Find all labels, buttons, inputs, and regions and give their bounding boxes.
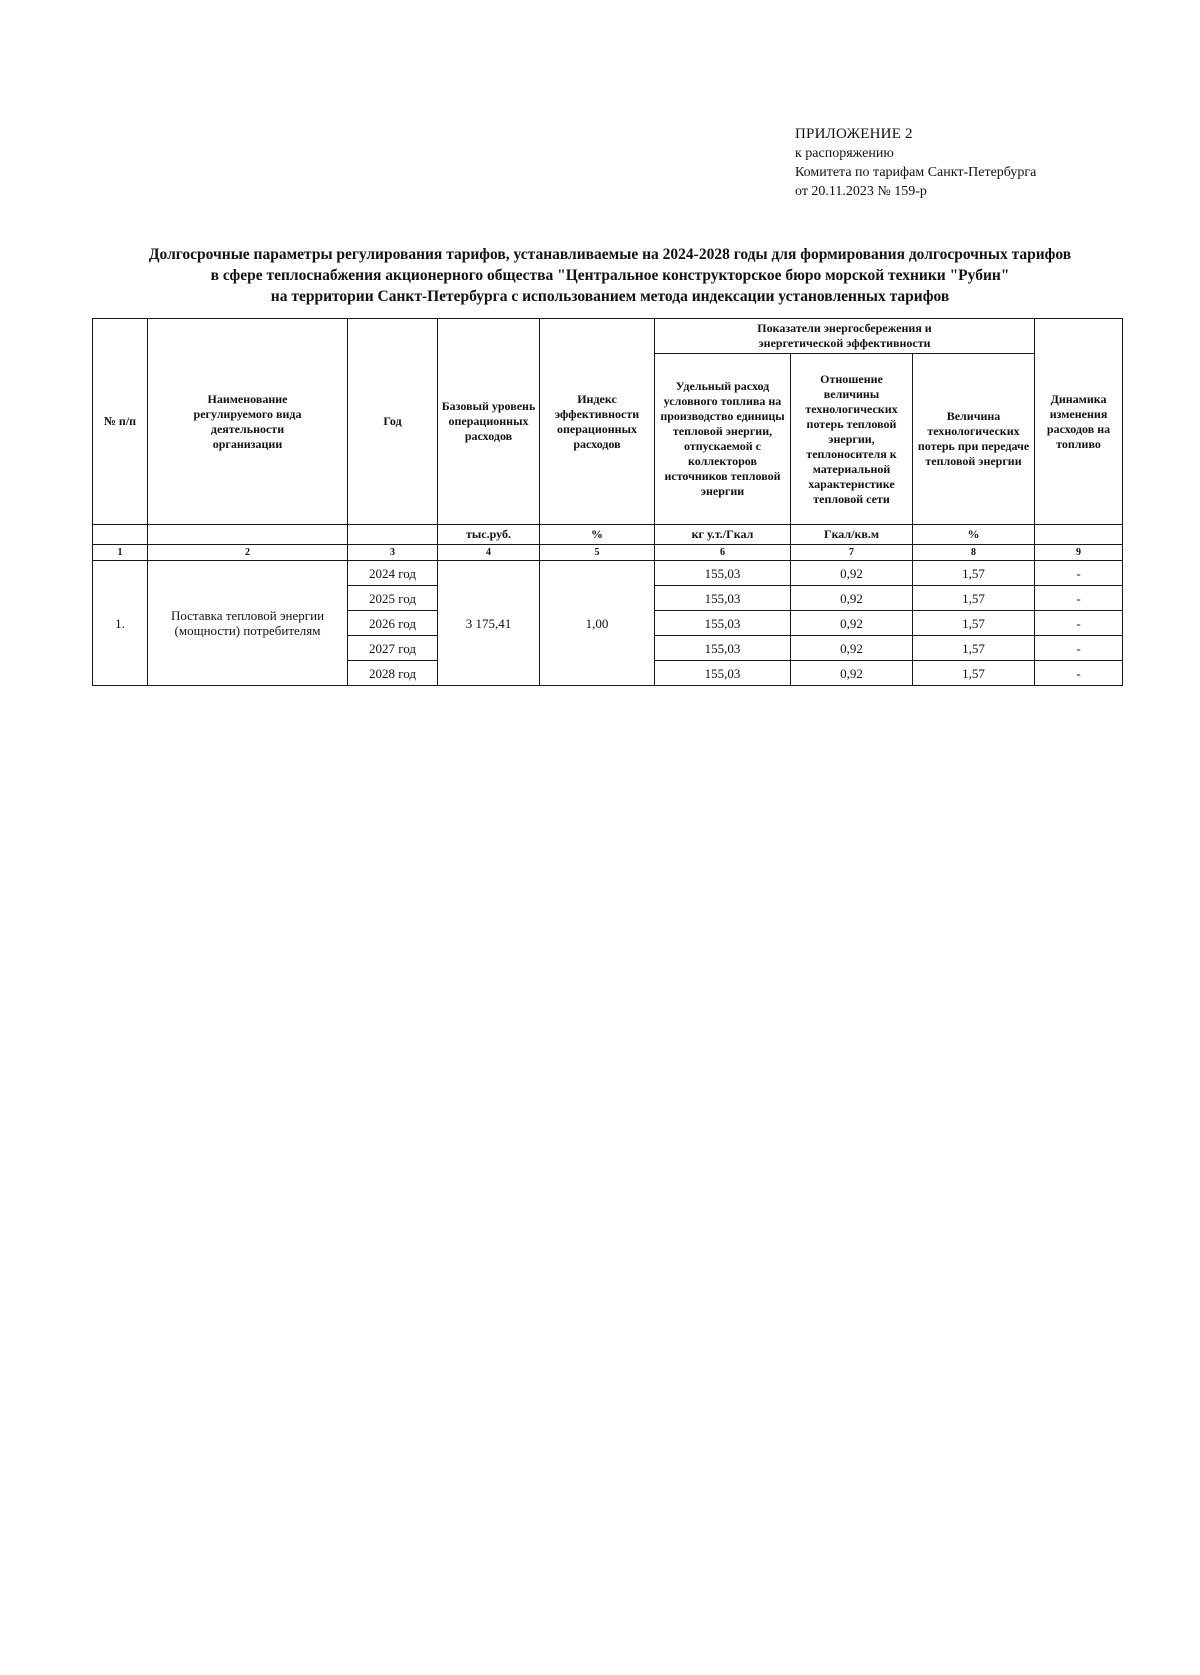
unit-loss-value: % [913, 525, 1035, 545]
document-title-line-1: Долгосрочные параметры регулирования тарифов, устанавливаемые на 2024-2028 годы для формирования долгосрочных тарифов [148, 246, 1072, 263]
column-number: 5 [540, 545, 655, 561]
header-activity: Наименование регулируемого вида деятельности организации [148, 319, 348, 525]
column-number: 2 [148, 545, 348, 561]
appendix-block [795, 125, 1036, 201]
row-year: 2027 год [348, 636, 438, 661]
row-specific-fuel: 155,03 [655, 661, 791, 686]
row-fuel-dynamics: - [1035, 636, 1123, 661]
row-specific-fuel: 155,03 [655, 611, 791, 636]
column-number: 8 [913, 545, 1035, 561]
unit-base-level: тыс.руб. [438, 525, 540, 545]
row-year: 2028 год [348, 661, 438, 686]
row-loss-ratio: 0,92 [791, 661, 913, 686]
unit-year [348, 525, 438, 545]
row-loss-ratio: 0,92 [791, 611, 913, 636]
column-number: 3 [348, 545, 438, 561]
unit-activity [148, 525, 348, 545]
row-activity: Поставка тепловой энергии (мощности) потребителям [148, 561, 348, 686]
unit-fuel-dynamics [1035, 525, 1123, 545]
row-specific-fuel: 155,03 [655, 561, 791, 586]
unit-loss-ratio: Гкал/кв.м [791, 525, 913, 545]
header-efficiency-index: Индекс эффективности операционных расходов [540, 319, 655, 525]
row-loss-ratio: 0,92 [791, 636, 913, 661]
header-loss-ratio: Отношение величины технологических потерь тепловой энергии, теплоносителя к материальной характеристике тепловой сети [791, 354, 913, 525]
row-year: 2025 год [348, 586, 438, 611]
header-fuel-dynamics: Динамика изменения расходов на топливо [1035, 319, 1123, 525]
row-year: 2024 год [348, 561, 438, 586]
row-loss-ratio: 0,92 [791, 561, 913, 586]
row-base-level: 3 175,41 [438, 561, 540, 686]
row-efficiency-index: 1,00 [540, 561, 655, 686]
row-loss-value: 1,57 [913, 611, 1035, 636]
row-fuel-dynamics: - [1035, 661, 1123, 686]
row-specific-fuel: 155,03 [655, 636, 791, 661]
appendix-line-3: от 20.11.2023 № 159-р [795, 184, 927, 199]
document-title [60, 244, 1160, 307]
unit-efficiency-index: % [540, 525, 655, 545]
column-number: 9 [1035, 545, 1123, 561]
column-number-row [93, 545, 1123, 561]
appendix-line-1: к распоряжению [795, 146, 894, 161]
table-row [93, 561, 1123, 586]
column-number: 6 [655, 545, 791, 561]
row-loss-value: 1,57 [913, 561, 1035, 586]
row-specific-fuel: 155,03 [655, 586, 791, 611]
row-loss-ratio: 0,92 [791, 586, 913, 611]
row-loss-value: 1,57 [913, 636, 1035, 661]
unit-num [93, 525, 148, 545]
row-loss-value: 1,57 [913, 661, 1035, 686]
row-loss-value: 1,57 [913, 586, 1035, 611]
appendix-line-2: Комитета по тарифам Санкт-Петербурга [795, 165, 1037, 180]
header-loss-value: Величина технологических потерь при передаче тепловой энергии [913, 354, 1035, 525]
header-energy-group: Показатели энергосбережения и энергетической эффективности [655, 319, 1035, 354]
row-fuel-dynamics: - [1035, 611, 1123, 636]
document-title-line-3: на территории Санкт-Петербурга с использованием метода индексации установленных тарифов [270, 288, 950, 305]
header-specific-fuel: Удельный расход условного топлива на производство единицы тепловой энергии, отпускаемой с коллекторов источников тепловой энергии [655, 354, 791, 525]
appendix-title: ПРИЛОЖЕНИЕ 2 [795, 126, 913, 142]
row-fuel-dynamics: - [1035, 561, 1123, 586]
header-base-level: Базовый уровень операционных расходов [438, 319, 540, 525]
header-year: Год [348, 319, 438, 525]
column-number: 1 [93, 545, 148, 561]
header-num: № п/п [93, 319, 148, 525]
column-number: 7 [791, 545, 913, 561]
column-number: 4 [438, 545, 540, 561]
unit-specific-fuel: кг у.т./Гкал [655, 525, 791, 545]
row-year: 2026 год [348, 611, 438, 636]
document-title-line-2: в сфере теплоснабжения акционерного общества "Центральное конструкторское бюро морской техники "Рубин" [210, 267, 1010, 284]
tariff-parameters-table [92, 318, 1123, 686]
row-num: 1. [93, 561, 148, 686]
row-fuel-dynamics: - [1035, 586, 1123, 611]
